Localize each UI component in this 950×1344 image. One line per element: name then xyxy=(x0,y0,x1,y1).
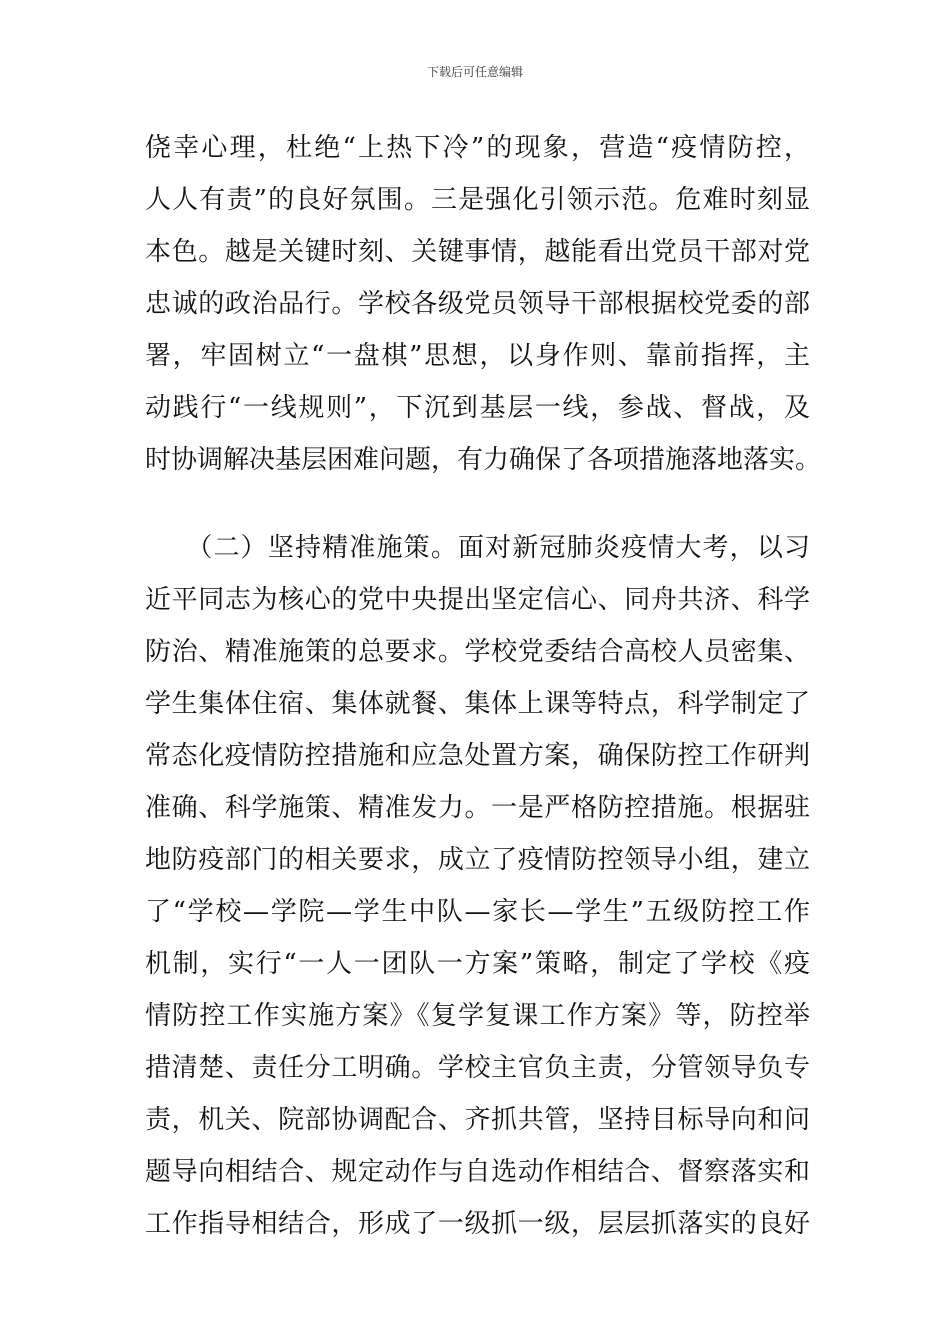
paragraph-line: 常态化疫情防控措施和应急处置方案，确保防控工作研判 xyxy=(145,741,810,771)
paragraph-line: 机制，实行“一人一团队一方案”策略，制定了学校《疫 xyxy=(145,949,810,979)
paragraph-line: 情防控工作实施方案》《复学复课工作方案》等，防控举 xyxy=(145,1001,810,1031)
paragraph-line: 动践行“一线规则”，下沉到基层一线，参战、督战，及 xyxy=(145,393,810,423)
paragraph-line: 地防疫部门的相关要求，成立了疫情防控领导小组，建立 xyxy=(145,845,810,875)
paragraph-line: 了“学校—学院—学生中队—家长—学生”五级防控工作 xyxy=(145,897,810,927)
paragraph-line: 措清楚、责任分工明确。学校主官负主责，分管领导负专 xyxy=(145,1053,810,1083)
paragraph-line: 防治、精准施策的总要求。学校党委结合高校人员密集、 xyxy=(145,637,810,667)
page-header: 下载后可任意编辑 xyxy=(426,65,523,79)
paragraph-2 xyxy=(145,522,810,1250)
paragraph-line: 学生集体住宿、集体就餐、集体上课等特点，科学制定了 xyxy=(145,689,810,719)
paragraph-line: 署，牢固树立“一盘棋”思想，以身作则、靠前指挥，主 xyxy=(145,341,810,371)
paragraph-line: 时协调解决基层困难问题，有力确保了各项措施落地落实。 xyxy=(145,445,822,475)
paragraph-line: 侥幸心理，杜绝“上热下冷”的现象，营造“疫情防控， xyxy=(145,133,810,163)
paragraph-line: 本色。越是关键时刻、关键事情，越能看出党员干部对党 xyxy=(145,237,810,267)
paragraph-1 xyxy=(145,122,822,486)
paragraph-line: 近平同志为核心的党中央提出坚定信心、同舟共济、科学 xyxy=(145,585,810,615)
paragraph-line: 题导向相结合、规定动作与自选动作相结合、督察落实和 xyxy=(145,1157,810,1187)
paragraph-line: 责，机关、院部协调配合、齐抓共管，坚持目标导向和问 xyxy=(145,1105,810,1135)
paragraph-line: 工作指导相结合，形成了一级抓一级，层层抓落实的良好 xyxy=(145,1209,810,1239)
paragraph-line: （二）坚持精准施策。面对新冠肺炎疫情大考，以习 xyxy=(145,533,810,563)
paragraph-line: 忠诚的政治品行。学校各级党员领导干部根据校党委的部 xyxy=(145,289,810,319)
paragraph-line: 人人有责”的良好氛围。三是强化引领示范。危难时刻显 xyxy=(145,185,810,215)
paragraph-line: 准确、科学施策、精准发力。一是严格防控措施。根据驻 xyxy=(145,793,810,823)
